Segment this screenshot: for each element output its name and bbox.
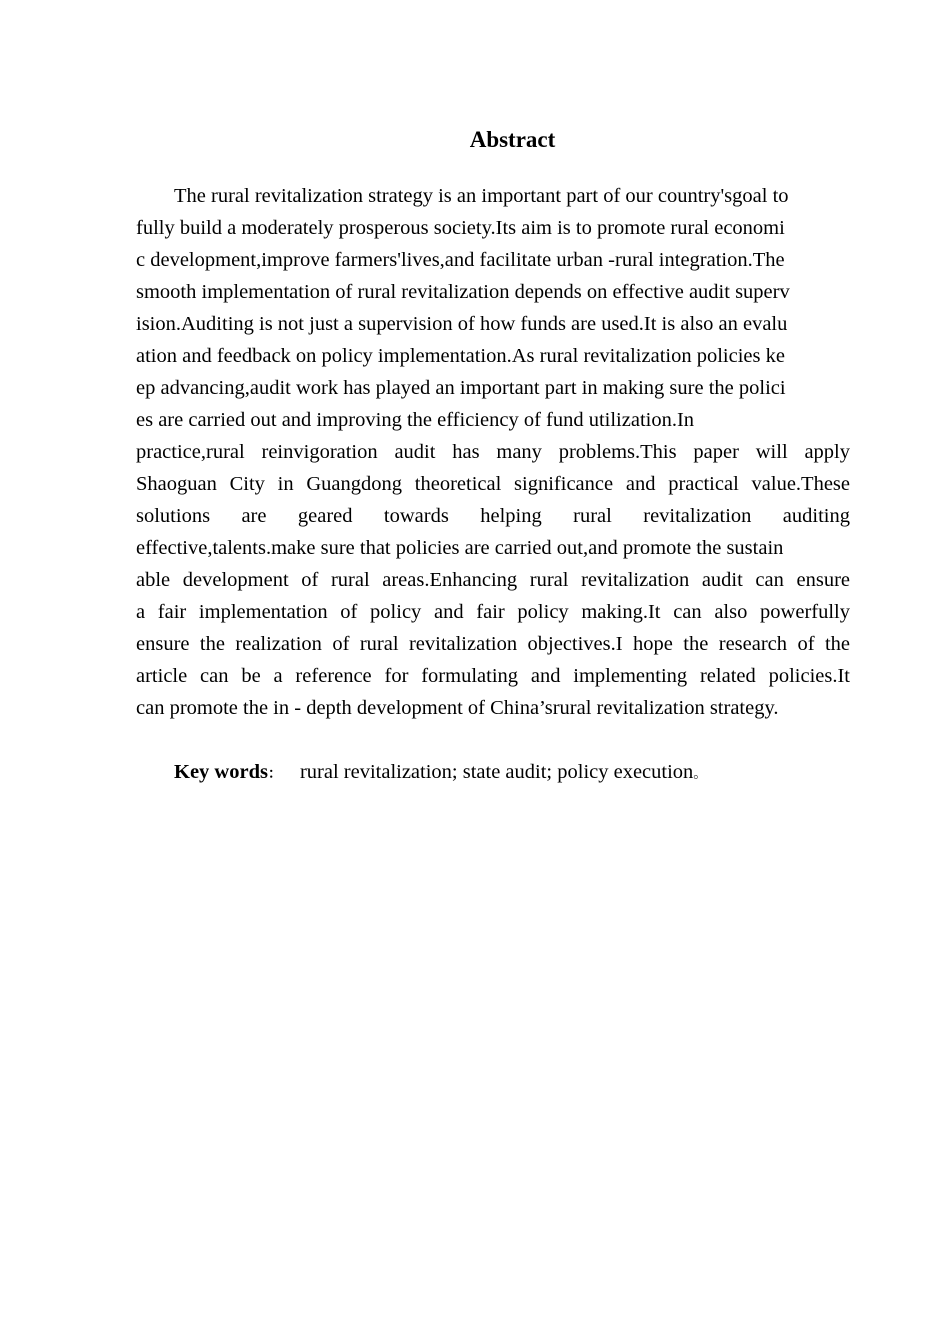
abstract-line: ation and feedback on policy implementation.As rural revitalization policies ke bbox=[136, 345, 785, 367]
abstract-line: a fair implementation of policy and fair policy making.It can also powerfully bbox=[136, 601, 850, 623]
keywords-line bbox=[174, 756, 707, 791]
abstract-line: smooth implementation of rural revitalization depends on effective audit superv bbox=[136, 281, 790, 303]
abstract-body bbox=[136, 180, 850, 724]
abstract-line: practice,rural reinvigoration audit has many problems.This paper will apply bbox=[136, 441, 850, 463]
abstract-line: The rural revitalization strategy is an important part of our country'sgoal to bbox=[174, 185, 789, 207]
abstract-line: ensure the realization of rural revitalization objectives.I hope the research of the bbox=[136, 633, 850, 655]
keywords-label: Key words bbox=[174, 761, 268, 783]
abstract-line: Shaoguan City in Guangdong theoretical significance and practical value.These bbox=[136, 473, 850, 495]
abstract-title: Abstract bbox=[469, 127, 556, 152]
keywords-items: rural revitalization; state audit; policy execution bbox=[299, 761, 694, 783]
keywords-colon: ： bbox=[267, 767, 282, 782]
abstract-line: ision.Auditing is not just a supervision of how funds are used.It is also an evalu bbox=[136, 313, 788, 335]
abstract-line: article can be a reference for formulating and implementing related policies.It bbox=[136, 665, 850, 687]
abstract-line: es are carried out and improving the efficiency of fund utilization.In bbox=[136, 409, 695, 431]
abstract-line: ep advancing,audit work has played an important part in making sure the polici bbox=[136, 377, 786, 399]
abstract-line: effective,talents.make sure that policies are carried out,and promote the sustain bbox=[136, 537, 784, 559]
abstract-line: solutions are geared towards helping rural revitalization auditing bbox=[136, 505, 850, 527]
abstract-line: can promote the in - depth development of China’srural revitalization strategy. bbox=[136, 697, 779, 719]
keywords-end-mark: 。 bbox=[693, 767, 708, 782]
abstract-line: c development,improve farmers'lives,and facilitate urban -rural integration.The bbox=[136, 249, 785, 271]
abstract-line: fully build a moderately prosperous society.Its aim is to promote rural economi bbox=[136, 217, 785, 239]
abstract-line: able development of rural areas.Enhancing rural revitalization audit can ensure bbox=[136, 569, 850, 591]
